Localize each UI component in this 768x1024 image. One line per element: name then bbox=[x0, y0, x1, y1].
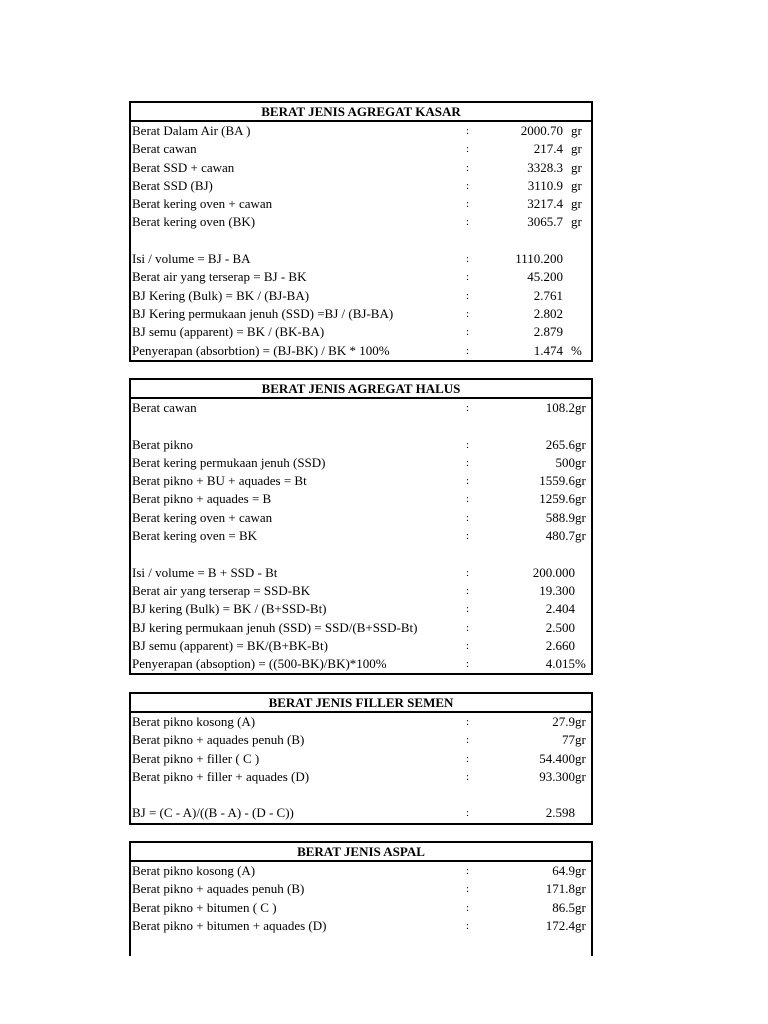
row-label: BJ = (C - A)/((B - A) - (D - C)) bbox=[132, 805, 294, 821]
row-colon: : bbox=[466, 566, 470, 579]
row-label: Berat kering permukaan jenuh (SSD) bbox=[132, 454, 326, 470]
row-colon: : bbox=[466, 603, 470, 616]
table-agregat-kasar bbox=[129, 101, 593, 362]
table-row bbox=[131, 582, 591, 600]
row-colon: : bbox=[466, 271, 470, 284]
row-value: 2.660 bbox=[545, 637, 575, 653]
row-colon: : bbox=[466, 402, 470, 414]
row-value: 45.200 bbox=[527, 269, 563, 285]
row-unit: gr bbox=[575, 454, 586, 470]
row-unit: gr bbox=[571, 214, 582, 230]
table-filler-semen bbox=[129, 692, 593, 825]
row-label: Berat pikno + aquades penuh (B) bbox=[132, 732, 305, 748]
row-colon: : bbox=[466, 770, 470, 783]
row-value: 588.9 bbox=[545, 509, 575, 525]
row-value: 1110.200 bbox=[515, 251, 563, 267]
row-value: 108.2 bbox=[545, 400, 575, 415]
row-colon: : bbox=[466, 734, 470, 747]
table-row bbox=[131, 899, 591, 917]
row-value: 500 bbox=[555, 454, 575, 470]
row-colon: : bbox=[466, 530, 470, 543]
row-label: BJ kering (Bulk) = BK / (B+SSD-Bt) bbox=[132, 601, 327, 617]
row-unit: gr bbox=[575, 750, 586, 766]
row-label: Berat cawan bbox=[132, 141, 197, 157]
row-colon: : bbox=[466, 807, 470, 820]
row-unit: gr bbox=[575, 881, 586, 897]
row-value: 2.802 bbox=[533, 305, 563, 321]
row-value: 217.4 bbox=[533, 141, 563, 157]
row-unit: gr bbox=[575, 528, 586, 544]
section-title: BERAT JENIS ASPAL bbox=[131, 843, 591, 862]
row-unit: gr bbox=[571, 159, 582, 175]
row-label: Berat SSD (BJ) bbox=[132, 177, 213, 193]
row-value: 3328.3 bbox=[527, 159, 563, 175]
table-row bbox=[131, 287, 591, 305]
row-label: Berat kering oven = BK bbox=[132, 528, 258, 544]
row-unit: gr bbox=[575, 732, 586, 748]
row-unit: gr bbox=[575, 509, 586, 525]
row-label: Berat pikno + filler + aquades (D) bbox=[132, 768, 310, 784]
row-value: 86.5 bbox=[552, 899, 575, 915]
row-unit: gr bbox=[575, 473, 586, 489]
row-label: Berat cawan bbox=[132, 400, 197, 415]
row-value: 3110.9 bbox=[527, 177, 563, 193]
row-unit: gr bbox=[571, 177, 582, 193]
row-colon: : bbox=[466, 752, 470, 765]
table-row bbox=[131, 436, 591, 454]
row-unit: gr bbox=[575, 714, 586, 729]
blank-row bbox=[131, 417, 591, 435]
blank-row bbox=[131, 545, 591, 563]
table-row bbox=[131, 305, 591, 323]
row-unit: gr bbox=[571, 141, 582, 157]
section-title: BERAT JENIS AGREGAT HALUS bbox=[131, 380, 591, 399]
table-row bbox=[131, 600, 591, 618]
row-unit: gr bbox=[571, 123, 582, 138]
row-unit: gr bbox=[575, 899, 586, 915]
row-value: 2000.70 bbox=[520, 123, 563, 138]
row-value: 3065.7 bbox=[527, 214, 563, 230]
table-row bbox=[131, 713, 591, 731]
row-value: 19.300 bbox=[539, 582, 575, 598]
row-label: Berat kering oven + cawan bbox=[132, 509, 273, 525]
row-label: Isi / volume = B + SSD - Bt bbox=[132, 564, 278, 580]
row-colon: : bbox=[466, 716, 470, 728]
table-row bbox=[131, 768, 591, 786]
row-label: Berat pikno + bitumen ( C ) bbox=[132, 899, 277, 915]
row-value: 1259.6 bbox=[539, 491, 575, 507]
row-colon: : bbox=[466, 253, 470, 266]
row-label: BJ semu (apparent) = BK / (BK-BA) bbox=[132, 324, 325, 340]
row-colon: : bbox=[466, 639, 470, 652]
row-label: Berat air yang terserap = BJ - BK bbox=[132, 269, 307, 285]
row-colon: : bbox=[466, 161, 470, 174]
row-unit: gr bbox=[575, 917, 586, 933]
row-value: 265.6 bbox=[545, 436, 575, 452]
row-unit: % bbox=[575, 656, 586, 672]
row-label: Berat kering oven + cawan bbox=[132, 196, 273, 212]
table-row bbox=[131, 399, 591, 417]
row-value: 480.7 bbox=[545, 528, 575, 544]
table-row bbox=[131, 750, 591, 768]
row-colon: : bbox=[466, 438, 470, 451]
row-colon: : bbox=[466, 307, 470, 320]
blank-row bbox=[131, 232, 591, 250]
row-value: 2.598 bbox=[545, 805, 575, 821]
row-unit: gr bbox=[575, 491, 586, 507]
table-row bbox=[131, 140, 591, 158]
table-row bbox=[131, 655, 591, 673]
row-value: 200.000 bbox=[532, 564, 575, 580]
row-colon: : bbox=[466, 344, 470, 357]
row-colon: : bbox=[466, 179, 470, 192]
row-value: 1559.6 bbox=[539, 473, 575, 489]
table-row bbox=[131, 268, 591, 286]
row-unit: gr bbox=[575, 768, 586, 784]
table-row bbox=[131, 159, 591, 177]
row-colon: : bbox=[466, 143, 470, 156]
row-value: 64.9 bbox=[552, 863, 575, 878]
row-colon: : bbox=[466, 216, 470, 229]
row-label: Berat pikno + bitumen + aquades (D) bbox=[132, 917, 327, 933]
table-row bbox=[131, 195, 591, 213]
row-colon: : bbox=[466, 621, 470, 634]
row-value: 2.879 bbox=[533, 324, 563, 340]
table-aspal bbox=[129, 841, 593, 956]
row-value: 2.404 bbox=[545, 601, 575, 617]
row-label: Berat pikno + filler ( C ) bbox=[132, 750, 260, 766]
table-row bbox=[131, 122, 591, 140]
row-colon: : bbox=[466, 456, 470, 469]
row-label: Berat pikno + aquades = B bbox=[132, 491, 272, 507]
row-colon: : bbox=[466, 883, 470, 896]
row-label: Isi / volume = BJ - BA bbox=[132, 251, 251, 267]
row-value: 4.015 bbox=[545, 656, 575, 672]
table-row bbox=[131, 490, 591, 508]
row-value: 77 bbox=[562, 732, 575, 748]
table-row bbox=[131, 564, 591, 582]
row-colon: : bbox=[466, 658, 470, 671]
section-title: BERAT JENIS FILLER SEMEN bbox=[131, 694, 591, 713]
row-label: Berat SSD + cawan bbox=[132, 159, 235, 175]
row-label: Berat pikno + aquades penuh (B) bbox=[132, 881, 305, 897]
row-label: Berat pikno bbox=[132, 436, 194, 452]
row-label: BJ semu (apparent) = BK/(B+BK-Bt) bbox=[132, 637, 328, 653]
row-value: 3217.4 bbox=[527, 196, 563, 212]
row-colon: : bbox=[466, 919, 470, 932]
table-row bbox=[131, 342, 591, 360]
row-colon: : bbox=[466, 865, 470, 877]
row-unit: gr bbox=[575, 400, 586, 415]
table-row bbox=[131, 323, 591, 341]
table-row bbox=[131, 454, 591, 472]
row-unit: % bbox=[571, 342, 582, 358]
row-label: Berat Dalam Air (BA ) bbox=[132, 123, 251, 138]
row-value: 54.400 bbox=[539, 750, 575, 766]
row-colon: : bbox=[466, 584, 470, 597]
row-value: 27.9 bbox=[552, 714, 575, 729]
row-label: BJ Kering (Bulk) = BK / (BJ-BA) bbox=[132, 287, 310, 303]
row-colon: : bbox=[466, 511, 470, 524]
row-value: 1.474 bbox=[533, 342, 563, 358]
section-title: BERAT JENIS AGREGAT KASAR bbox=[131, 103, 591, 122]
row-label: Berat pikno kosong (A) bbox=[132, 863, 256, 878]
table-agregat-halus bbox=[129, 378, 593, 675]
blank-row bbox=[131, 786, 591, 804]
row-value: 171.8 bbox=[545, 881, 575, 897]
table-row bbox=[131, 509, 591, 527]
table-row bbox=[131, 731, 591, 749]
row-label: Penyerapan (absorbtion) = (BJ-BK) / BK * 100% bbox=[132, 342, 390, 358]
row-label: Berat pikno + BU + aquades = Bt bbox=[132, 473, 307, 489]
row-unit: gr bbox=[571, 196, 582, 212]
row-label: Berat kering oven (BK) bbox=[132, 214, 256, 230]
row-colon: : bbox=[466, 125, 470, 137]
row-colon: : bbox=[466, 289, 470, 302]
row-unit: gr bbox=[575, 436, 586, 452]
table-row bbox=[131, 250, 591, 268]
row-colon: : bbox=[466, 475, 470, 488]
row-label: Penyerapan (absoption) = ((500-BK)/BK)*100% bbox=[132, 656, 387, 672]
row-value: 2.500 bbox=[545, 619, 575, 635]
table-row bbox=[131, 177, 591, 195]
table-row bbox=[131, 619, 591, 637]
table-row bbox=[131, 804, 591, 822]
row-value: 2.761 bbox=[533, 287, 563, 303]
row-value: 172.4 bbox=[545, 917, 575, 933]
table-row bbox=[131, 637, 591, 655]
row-colon: : bbox=[466, 901, 470, 914]
table-row bbox=[131, 862, 591, 880]
table-row bbox=[131, 880, 591, 898]
row-colon: : bbox=[466, 493, 470, 506]
row-colon: : bbox=[466, 326, 470, 339]
row-label: BJ kering permukaan jenuh (SSD) = SSD/(B+SSD-Bt) bbox=[132, 619, 418, 635]
row-colon: : bbox=[466, 198, 470, 211]
table-row bbox=[131, 527, 591, 545]
row-label: Berat air yang terserap = SSD-BK bbox=[132, 582, 311, 598]
row-unit: gr bbox=[575, 863, 586, 878]
row-label: BJ Kering permukaan jenuh (SSD) =BJ / (BJ-BA) bbox=[132, 305, 394, 321]
table-row bbox=[131, 472, 591, 490]
table-row bbox=[131, 917, 591, 935]
row-label: Berat pikno kosong (A) bbox=[132, 714, 256, 729]
row-value: 93.300 bbox=[539, 768, 575, 784]
table-row bbox=[131, 213, 591, 231]
